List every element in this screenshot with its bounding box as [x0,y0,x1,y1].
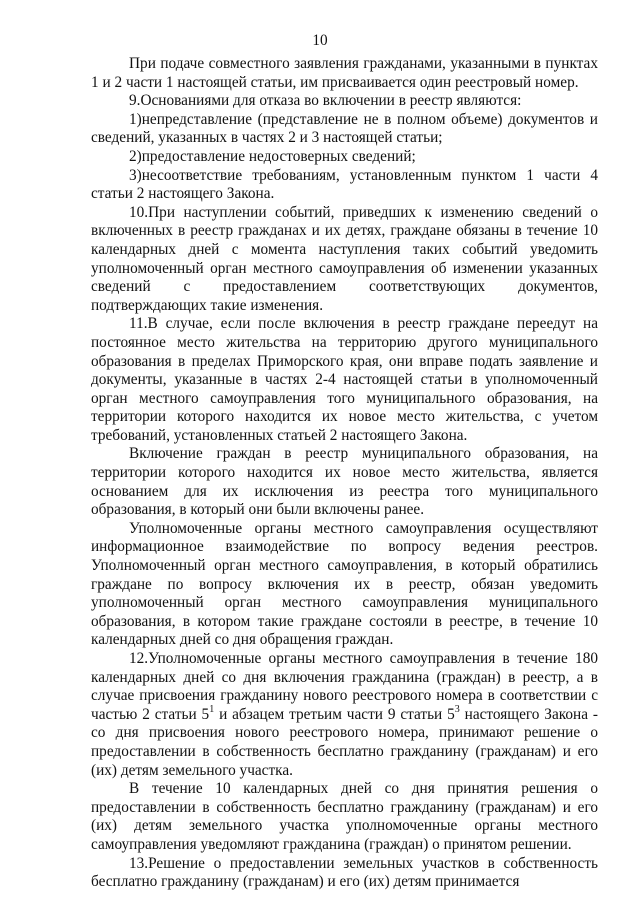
paragraph-refusal-item-2: 2)предоставление недостоверных сведений; [129,147,416,165]
paragraph-information-exchange: Уполномоченные органы местного самоуправления осуществляют информационное взаимодействие по вопросу ведения реестров. Уполномоченный орган местного самоуправления, в который обратились граждане по вопросу включения их в реестр, обязан уведомить уполномоченный орган местного самоуправления муниципального образования, в котором такие граждане состояли в реестре, в течение 10 календарных дней со дня обращения граждан. [91,519,598,649]
paragraph-section-13: 13.Решение о предоставлении земельных участков в собственность бесплатно гражданину (гражданам) и его (их) детям принимается [91,854,598,891]
paragraph-refusal-item-1: 1)непредставление (представление не в полном объеме) документов и сведений, указанных в частях 2 и 3 настоящей статьи; [91,110,598,147]
paragraph-section-11: 11.В случае, если после включения в реестр граждане переедут на постоянное место жительства на территорию другого муниципального образования в пределах Приморского края, они вправе подать заявление и документы, указанные в частях 2-4 настоящей статьи в уполномоченный орган местного самоуправления того муниципального образования, на территории которого находится их новое место жительства, с учетом требований, установленных статьей 2 настоящего Закона. [91,315,598,444]
paragraph-joint-application: При подаче совместного заявления гражданами, указанными в пунктах 1 и 2 части 1 настоящей статьи, им присваивается один реестровый номер. [91,55,598,91]
section-12-text-b: и абзацем третьим части 9 статьи 5 [214,705,455,723]
page-number: 10 [312,32,328,49]
superscript-1: 1 [209,703,215,715]
paragraph-refusal-grounds: 9.Основаниями для отказа во включении в реестр являются: [129,92,522,110]
paragraph-section-12 [91,650,598,780]
section-12-text-a: 12.Уполномоченные органы местного самоуправления в течение 180 календарных дней со дня включения гражданина (граждан) в реестр, а в случае присвоения гражданину нового реестрового номера в соответствии с частью 2 статьи 5 [91,650,598,723]
document-body [91,55,598,892]
superscript-3: 3 [454,703,460,715]
paragraph-decision-notification: В течение 10 календарных дней со дня принятия решения о предоставлении в собственность бесплатно гражданину (гражданам) и его (их) детям земельного участка уполномоченные органы местного самоуправления уведомляют гражданина (граждан) о принятом решении. [91,780,598,853]
paragraph-section-10: 10.При наступлении событий, приведших к изменению сведений о включенных в реестр гражданах и их детях, граждане обязаны в течение 10 календарных дней с момента наступления таких событий уведомить уполномоченный орган местного самоуправления об изменении указанных сведений с предоставлением соответствующих документов, подтверждающих такие изменения. [91,203,598,314]
paragraph-refusal-item-3: 3)несоответствие требованиям, установленным пунктом 1 части 4 статьи 2 настоящего Закона. [91,166,598,203]
paragraph-new-registry-inclusion: Включение граждан в реестр муниципального образования, на территории которого находится их новое место жительства, является основанием для их исключения из реестра того муниципального образования, в который они были включены ранее. [91,445,598,519]
section-12-text-c: настоящего Закона - со дня присвоения нового реестрового номера, принимают решение о предоставлении в собственность бесплатно гражданину (гражданам) и его (их) детям земельного участка. [91,705,598,779]
